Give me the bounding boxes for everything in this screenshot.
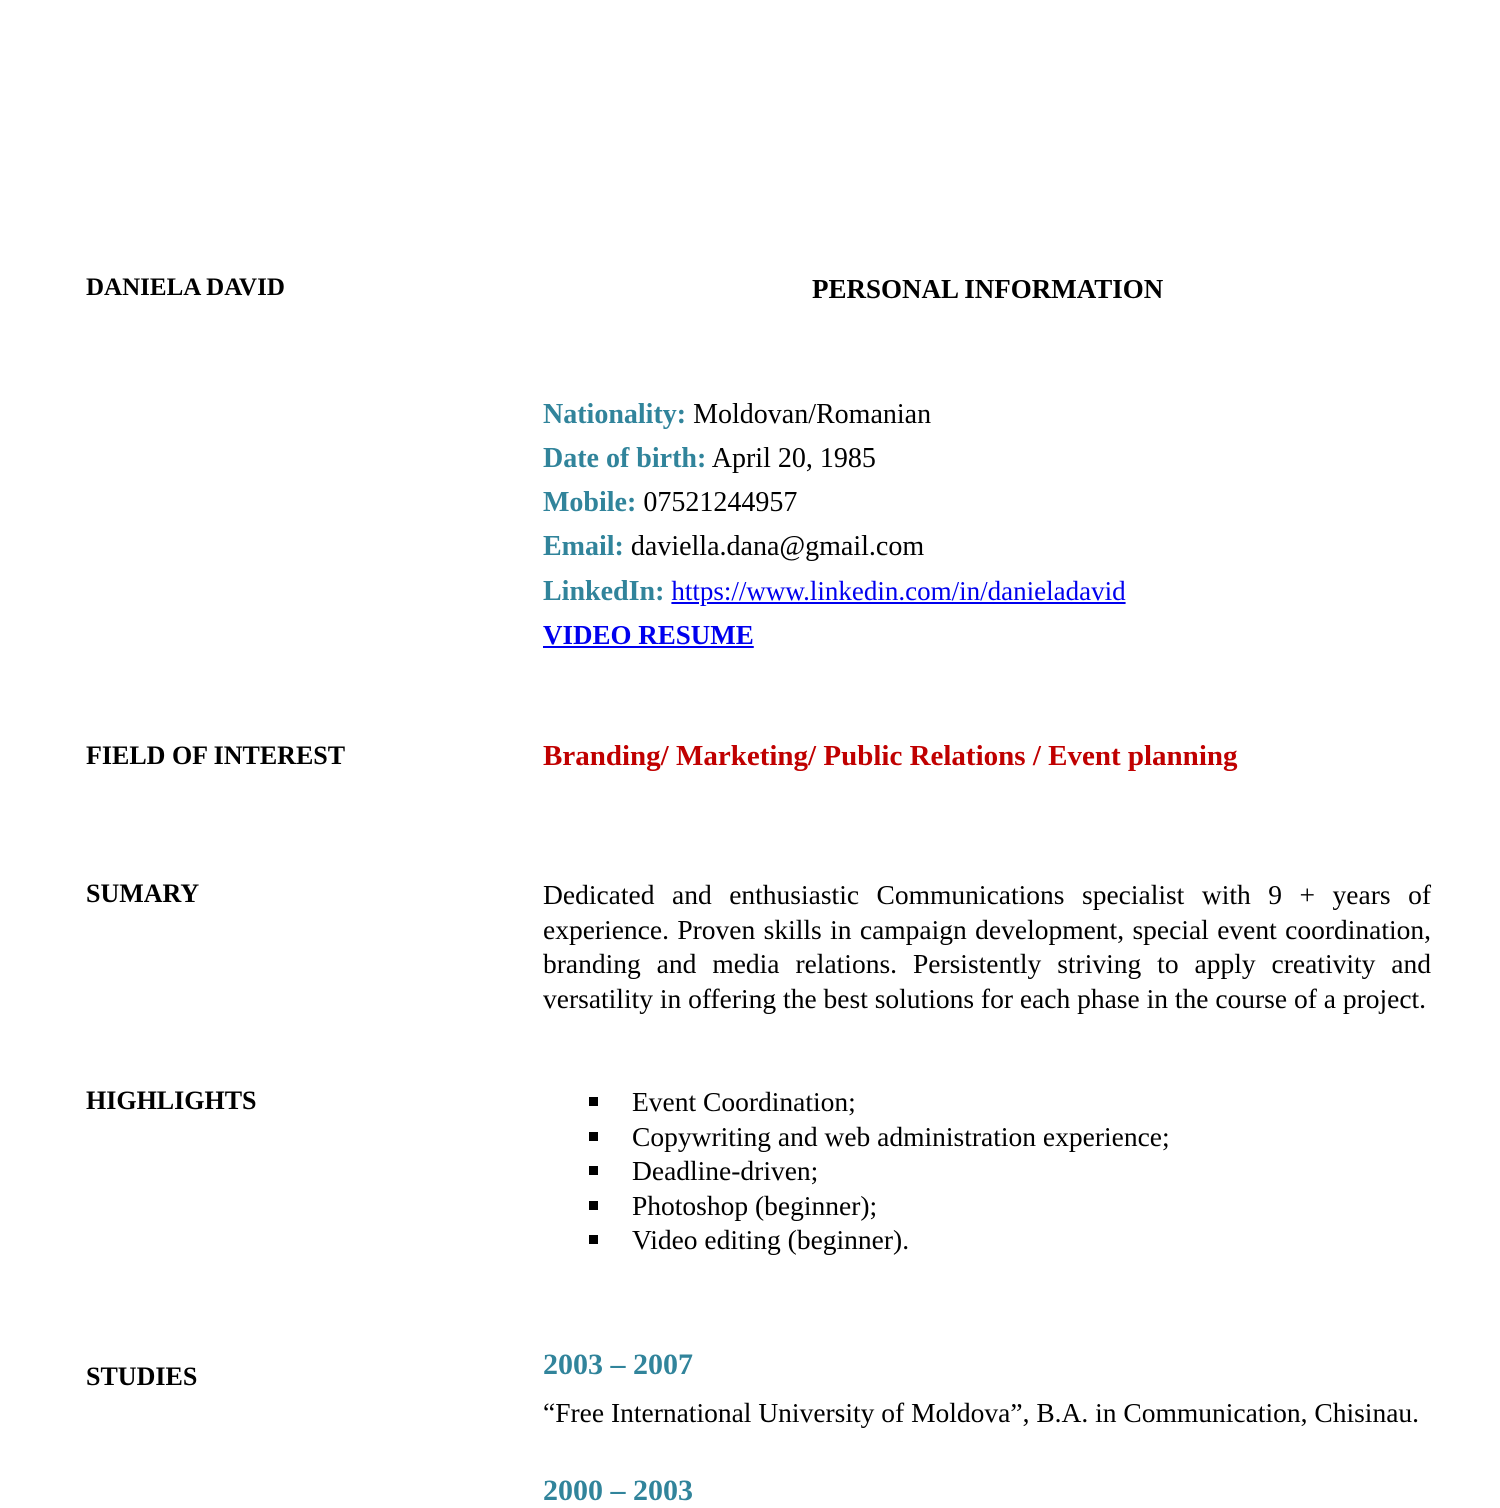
date-of-birth-row <box>543 439 1126 483</box>
linkedin-link[interactable]: https://www.linkedin.com/in/danieladavid <box>671 576 1126 606</box>
highlights-label: HIGHLIGHTS <box>86 1086 257 1115</box>
study-years: 2003 – 2007 <box>543 1348 693 1381</box>
highlight-item <box>585 1223 1170 1258</box>
highlight-text: Photoshop (beginner); <box>632 1189 878 1221</box>
personal-info-block <box>543 395 1126 659</box>
highlights-list <box>585 1085 1170 1258</box>
mobile-row <box>543 483 1126 527</box>
email-value: daviella.dana@gmail.com <box>630 531 925 562</box>
mobile-label: Mobile: <box>543 487 637 518</box>
field-of-interest-value: Branding/ Marketing/ Public Relations / Event planning <box>543 740 1238 772</box>
highlight-text: Deadline-driven; <box>632 1155 819 1186</box>
summary-label: SUMARY <box>86 879 200 908</box>
field-of-interest-label: FIELD OF INTEREST <box>86 741 346 770</box>
date-of-birth-label: Date of birth: <box>543 443 707 474</box>
video-resume-link[interactable]: VIDEO RESUME <box>543 620 754 650</box>
study-description: “Free International University of Moldova”, B.A. in Communication, Chisinau. <box>543 1397 1420 1428</box>
highlight-item <box>585 1154 1170 1189</box>
video-resume-row <box>543 615 1126 659</box>
highlight-item <box>585 1120 1170 1155</box>
square-bullet-icon <box>589 1201 598 1210</box>
square-bullet-icon <box>589 1235 598 1244</box>
linkedin-label: LinkedIn: <box>543 576 665 607</box>
nationality-label: Nationality: <box>543 399 687 430</box>
square-bullet-icon <box>589 1132 598 1141</box>
study-years: 2000 – 2003 <box>543 1474 693 1507</box>
email-label: Email: <box>543 531 624 562</box>
square-bullet-icon <box>589 1097 598 1106</box>
highlight-text: Event Coordination; <box>632 1086 856 1117</box>
nationality-value: Moldovan/Romanian <box>693 399 932 430</box>
highlight-item <box>585 1189 1170 1224</box>
highlight-text: Video editing (beginner). <box>632 1224 910 1255</box>
date-of-birth-value: April 20, 1985 <box>711 443 876 474</box>
personal-information-heading: PERSONAL INFORMATION <box>812 274 1164 304</box>
nationality-row <box>543 395 1126 439</box>
mobile-value: 07521244957 <box>643 487 798 518</box>
linkedin-row <box>543 571 1126 615</box>
highlight-text: Copywriting and web administration experience; <box>632 1120 1170 1152</box>
studies-label: STUDIES <box>86 1362 198 1391</box>
square-bullet-icon <box>589 1166 598 1175</box>
summary-text: Dedicated and enthusiastic Communications specialist with 9 + years of experience. Proven skills in campaign development, special event coordination, branding and media relations. Persistently striving to apply creativity and versatility in offering the best solutions for each phase in the course of a project. <box>543 879 1431 1014</box>
candidate-name: DANIELA DAVID <box>86 274 285 301</box>
highlight-item <box>585 1085 1170 1120</box>
email-row <box>543 527 1126 571</box>
